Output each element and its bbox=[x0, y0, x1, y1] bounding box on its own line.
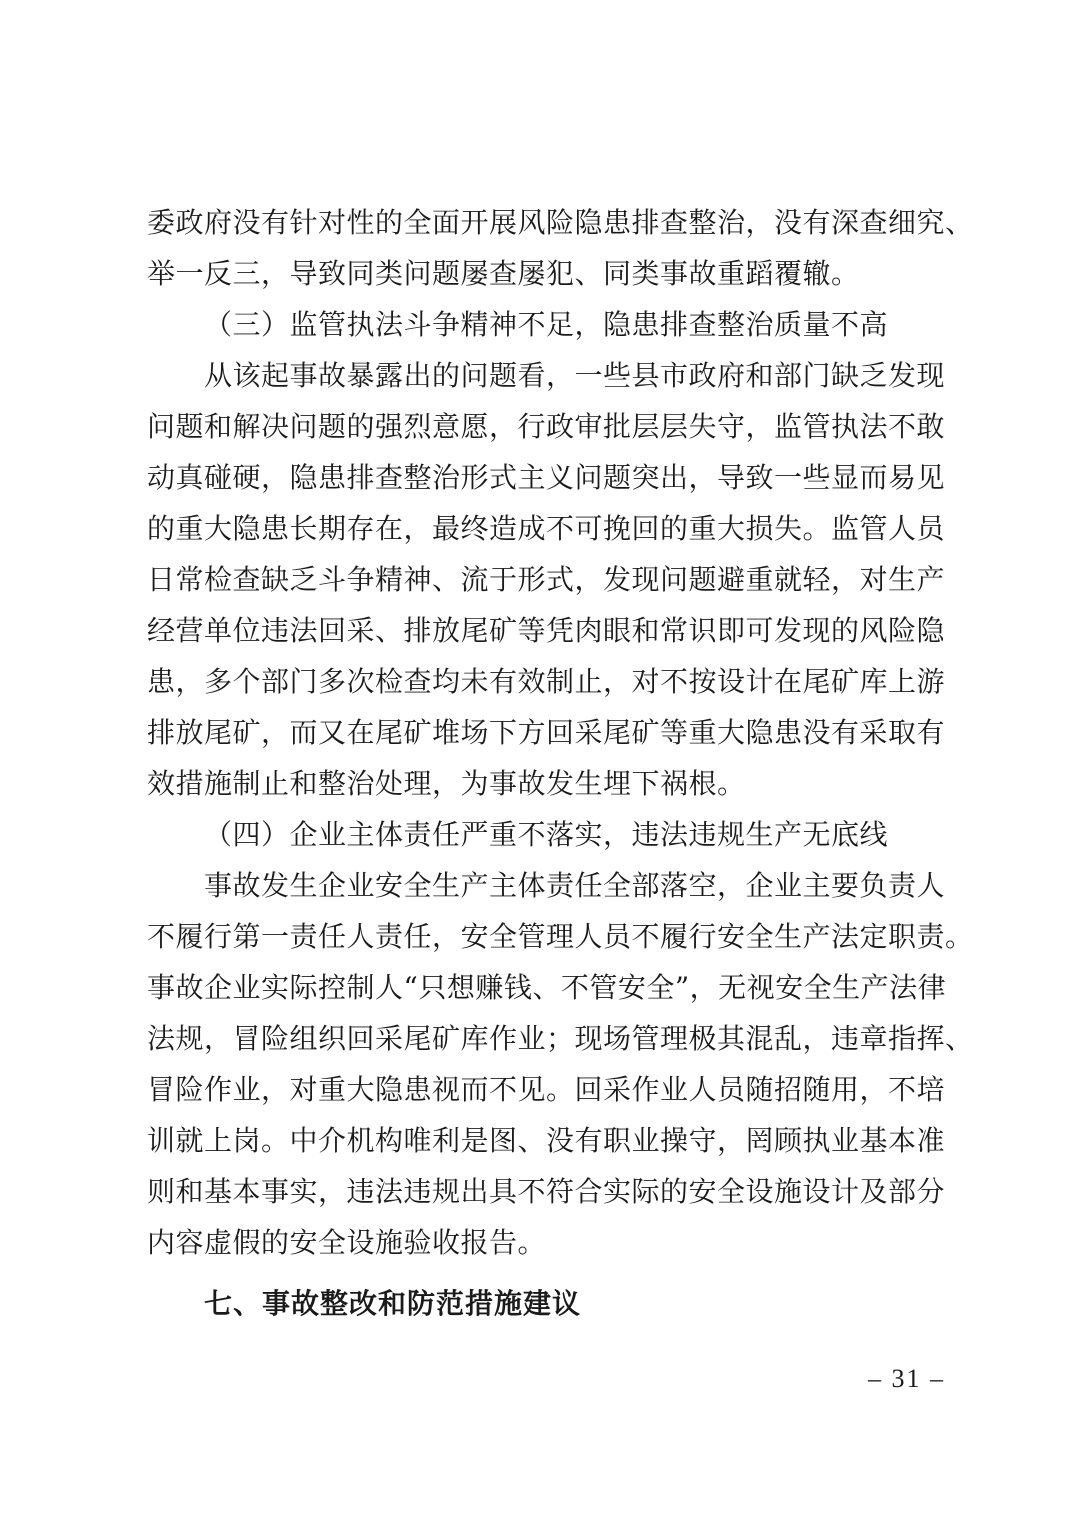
subsection-heading: （三）监管执法斗争精神不足，隐患排查整治质量不高 bbox=[204, 308, 889, 341]
paragraph-line: 动真碰硬，隐患排查整治形式主义问题突出，导致一些显而易见 bbox=[147, 461, 946, 494]
page-number: – 31 – bbox=[868, 1364, 945, 1393]
paragraph-line: 训就上岗。中介机构唯利是图、没有职业操守，罔顾执业基本准 bbox=[147, 1124, 946, 1157]
paragraph-line: 则和基本事实，违法违规出具不符合实际的安全设施设计及部分 bbox=[147, 1175, 946, 1208]
document-body bbox=[147, 197, 974, 1334]
paragraph-line: 经营单位违法回采、排放尾矿等凭肉眼和常识即可发现的风险隐 bbox=[147, 614, 946, 647]
paragraph-line: 从该起事故暴露出的问题看，一些县市政府和部门缺乏发现 bbox=[204, 359, 946, 392]
paragraph-line: 不履行第一责任人责任，安全管理人员不履行安全生产法定职责。 bbox=[147, 920, 974, 953]
paragraph-line: 法规，冒险组织回采尾矿库作业；现场管理极其混乱，违章指挥、 bbox=[147, 1022, 974, 1055]
paragraph-line: 事故企业实际控制人“只想赚钱、不管安全”，无视安全生产法律 bbox=[147, 971, 947, 1004]
section-heading: 七、事故整改和防范措施建议 bbox=[204, 1287, 582, 1320]
paragraph-line: 举一反三，导致同类问题屡查屡犯、同类事故重蹈覆辙。 bbox=[147, 257, 860, 290]
paragraph-line: 内容虚假的安全设施验收报告。 bbox=[147, 1226, 547, 1259]
paragraph-line: 问题和解决问题的强烈意愿，行政审批层层失守，监管执法不敢 bbox=[147, 410, 946, 443]
paragraph-line: 排放尾矿，而又在尾矿堆场下方回采尾矿等重大隐患没有采取有 bbox=[147, 716, 946, 749]
paragraph-line: 事故发生企业安全生产主体责任全部落空，企业主要负责人 bbox=[204, 869, 946, 902]
paragraph-line: 日常检查缺乏斗争精神、流于形式，发现问题避重就轻，对生产 bbox=[147, 563, 946, 596]
paragraph-line: 患，多个部门多次检查均未有效制止，对不按设计在尾矿库上游 bbox=[147, 665, 946, 698]
paragraph-line: 委政府没有针对性的全面开展风险隐患排查整治，没有深查细究、 bbox=[147, 206, 974, 239]
subsection-heading: （四）企业主体责任严重不落实，违法违规生产无底线 bbox=[204, 818, 889, 851]
paragraph-line: 的重大隐患长期存在，最终造成不可挽回的重大损失。监管人员 bbox=[147, 512, 946, 545]
paragraph-line: 效措施制止和整治处理，为事故发生埋下祸根。 bbox=[147, 767, 746, 800]
paragraph-line: 冒险作业，对重大隐患视而不见。回采作业人员随招随用，不培 bbox=[147, 1073, 946, 1106]
